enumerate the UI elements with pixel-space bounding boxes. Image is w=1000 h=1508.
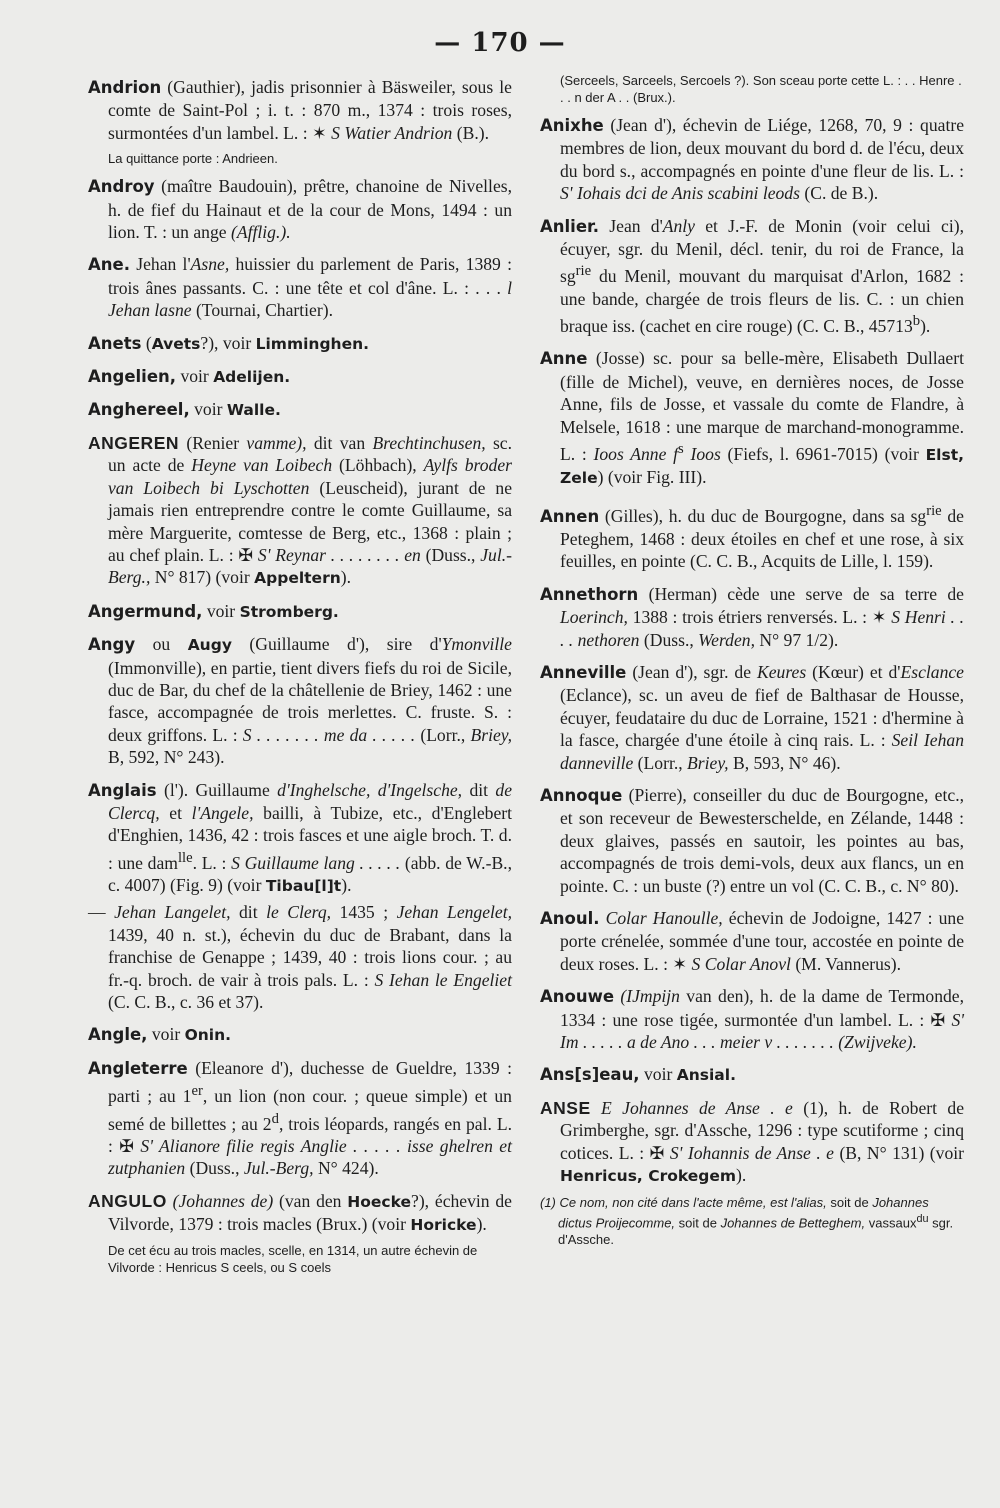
dictionary-entry: [540, 1063, 964, 1086]
cross-reference: Appeltern: [254, 569, 341, 588]
italic-text: Brechtinchusen,: [372, 432, 486, 453]
italic-text: (Afflig.).: [230, 222, 291, 243]
dictionary-entry: [540, 1097, 964, 1188]
entry-text: du Menil, mouvant du marquisat d'Arlon, 1682 : une bande, chargée de trois fleurs de lis. C. : un chien braque iss. (cachet en cire rouge) (C. C. B., 45713: [560, 266, 964, 336]
italic-text: Johannes dictus Proijecomme,: [558, 1194, 929, 1230]
entry-text: (C. de B.).: [799, 183, 879, 204]
italic-text: Asne,: [190, 254, 230, 275]
entry-text: (Löhbach),: [332, 455, 424, 476]
footnote: [540, 1194, 964, 1248]
entry-text: 1439, 40 n. st.), échevin du duc de Brabant, dans la franchise de Genappe ; 1439, 40 : trois lions cour. ; au fr.-q. broch. de vair à trois pals. L. :: [108, 924, 512, 990]
italic-text: Anly: [662, 215, 695, 236]
entry-text: van den), h. de la dame de Termonde, 1334 : une rose tigée, surmontée d'un lambel. L. : ✠: [560, 986, 964, 1030]
italic-text: Aylfs broder van Loibech bi Lyschotten: [108, 455, 513, 498]
entry-text: et J.-F. de Monin (voir celui ci), écuyer, sgr. du Menil, décl. tenir, du roi de France, la sg: [560, 215, 964, 287]
dictionary-entry: [540, 583, 964, 651]
entry-text: (abb. de W.-B., c. 4007) (Fig. 9) (voir: [108, 852, 512, 896]
superscript: s: [678, 441, 684, 457]
italic-text: Esclance: [900, 661, 964, 682]
superscript: rie: [926, 502, 942, 519]
italic-text: Briey,: [687, 752, 729, 773]
dictionary-entry: [88, 253, 512, 321]
entry-headword: Anouwe: [540, 987, 615, 1007]
italic-text: S Henri . . . . nethoren: [560, 607, 964, 650]
entry-text: (1), h. de Robert de Grimberghe, sgr. d'Assche, 1296 : type scutiforme ; cinq cotices. L. : ✠: [560, 1097, 964, 1163]
superscript: lle: [177, 849, 193, 866]
entry-text: (Lorr.,: [415, 724, 471, 745]
dictionary-entry: [88, 432, 512, 590]
dictionary-entry: [540, 215, 964, 338]
entry-headword: Anglais: [88, 780, 157, 800]
entry-text: N° 97 1/2).: [755, 629, 839, 650]
italic-text: Colar Hanoulle,: [605, 908, 723, 929]
cross-reference: Avets: [151, 334, 201, 353]
entry-text: huissier du parlement de Paris, 1389 : trois ânes passants. C. : une tête et col d'âne. L. : . . .: [108, 254, 512, 298]
entry-text: voir: [202, 600, 240, 621]
entry-text: (Josse) sc. pour sa belle-mère, Elisabeth Dullaert (fille de Michel), veuve, en dernières noces, de Josse Anne, fils de Josse, et vassale du comte de Flandre, à Melsele, 1618 : une marque de marchand-monogramme. L. :: [560, 348, 964, 464]
entry-text: (Lorr.,: [633, 752, 688, 773]
cross-reference: Henricus, Crokegem: [560, 1167, 737, 1186]
italic-text: Jul.-Berg.,: [108, 544, 512, 588]
cross-reference: Onin.: [184, 1026, 232, 1045]
entry-text: (C. C. B., c. 36 et 37).: [108, 992, 264, 1013]
cross-reference: Ansial.: [676, 1066, 736, 1085]
entry-text: ).: [340, 567, 352, 588]
note-text: vassaux: [865, 1214, 917, 1230]
italic-text: E: [601, 1097, 612, 1118]
entry-text: dit van: [306, 432, 373, 453]
italic-text: S Guillaume lang . . . . .: [231, 852, 401, 873]
dictionary-entry: [88, 600, 512, 623]
entry-text: B, 593, N° 46).: [728, 752, 841, 773]
entry-text: (Jean d'), échevin de Liége, 1268, 70, 9 : quatre membres de lion, deux mouvant du bord d. de l'écu, deux du bord s., accompagnés en pointe d'une fleur de lis. L. :: [560, 115, 964, 181]
footnote: [560, 72, 964, 106]
italic-text: de Clercq,: [108, 779, 513, 823]
entry-text: (Kœur) et d': [806, 661, 901, 682]
entry-text: (Tournai, Chartier).: [191, 300, 333, 321]
entry-text: (Gilles), h. du duc de Bourgogne, dans sa sg: [599, 505, 927, 526]
page-number: — 170 —: [434, 28, 566, 58]
italic-text: d'Inghelsche, d'Ingelsche,: [277, 779, 463, 800]
entry-text: B, 592, N° 243).: [108, 747, 225, 768]
italic-text: S . . . . . . . me da . . . . .: [242, 724, 416, 745]
entry-text: (B, N° 131) (voir: [833, 1142, 964, 1163]
entry-text: voir: [189, 399, 227, 420]
dictionary-entry: [88, 1057, 512, 1180]
note-text: soit de: [675, 1214, 721, 1230]
entry-headword: Angle,: [88, 1025, 148, 1045]
entry-text: sc. un acte de: [108, 432, 513, 476]
entry-text: —: [88, 902, 115, 923]
entry-headword: Anghereel,: [88, 400, 190, 420]
dictionary-entry: [88, 175, 512, 243]
entry-headword: Anixhe: [540, 116, 604, 135]
cross-reference: Augy: [187, 636, 232, 655]
italic-text: S' Iohannis de Anse . e: [669, 1142, 834, 1163]
entry-text: de Peteghem, 1468 : deux étoiles en chef et une rose, à six feuilles, en pointe (C. C. B., Acquits de Lille, l. 159).: [560, 505, 964, 572]
cross-reference: Limminghen.: [255, 334, 370, 353]
italic-text: Heyne van Loibech: [191, 455, 333, 476]
entry-headword: Angleterre: [88, 1058, 188, 1078]
note-text: soit de: [826, 1194, 873, 1210]
italic-text: Briey,: [470, 724, 512, 745]
entry-headword: Androy: [88, 177, 155, 197]
entry-text: ?), échevin de Vilvorde, 1379 : trois macles (Brux.) (voir: [108, 1190, 512, 1235]
italic-text: Keures: [756, 661, 807, 682]
italic-text: Jul.-Berg,: [243, 1158, 314, 1179]
italic-text: (IJmpijn: [620, 986, 680, 1007]
note-text: (Serceels, Sarceels, Sercoels ?). Son sceau porte cette L. : . . Henre . . . n der A . . (Brux.).: [560, 73, 962, 105]
italic-text: Loerinch,: [560, 607, 628, 628]
entry-text: voir: [147, 1024, 185, 1045]
dictionary-entry: [88, 398, 512, 421]
italic-text: Ymonville: [441, 634, 512, 655]
superscript: d: [271, 1110, 279, 1127]
cross-reference: Adelijen.: [213, 368, 291, 387]
entry-text: ).: [736, 1165, 747, 1186]
entry-text: (Gauthier), jadis prisonnier à Bäsweiler, sous le comte de Saint-Pol ; i. t. : 870 m., 1374 : trois roses, surmontées d'un lambel. L. : ✶: [108, 77, 512, 143]
superscript: b: [912, 313, 921, 330]
entry-text: 1388 : trois étriers renversés. L. : ✶: [627, 607, 892, 628]
italic-text: Johannes de Betteghem,: [720, 1214, 866, 1230]
dictionary-entry: [540, 500, 964, 573]
entry-headword: ANSE: [540, 1097, 591, 1118]
entry-text: (Fiefs, l. 6961-7015) (voir: [720, 443, 926, 464]
dictionary-entry: [540, 985, 964, 1053]
entry-text: (Eclance), sc. un aveu de fief de Balthasar de Housse, écuyer, feudataire du duc de Lorraine, 1521 : d'hermine à la fasce, chargée d'une étoile à cinq rais. L. :: [560, 685, 964, 751]
entry-text: (Jean d'), sgr. de: [626, 661, 757, 682]
entry-text: bailli, à Tubize, etc., d'Englebert d'Enghien, 1436, 42 : trois fasces et une aigle broch. T. d. : une dam: [108, 802, 513, 873]
italic-text: Jehan Lengelet,: [396, 902, 513, 923]
entry-headword: Anets: [88, 333, 142, 353]
note-text: La quittance porte : Andrieen.: [108, 151, 278, 167]
entry-text: (Duss.,: [185, 1158, 244, 1179]
entry-text: Jean d': [599, 215, 663, 236]
superscript: er: [191, 1083, 203, 1100]
entry-headword: Andrion: [88, 78, 162, 97]
entry-text: N° 817) (voir: [150, 567, 255, 588]
italic-text: alias,: [796, 1194, 827, 1210]
cross-reference: Tibau[l]t: [265, 877, 342, 896]
entry-text: (maître Baudouin), prêtre, chanoine de Nivelles, h. de fief du Hainaut et de la cour de Mons, 1494 : un lion. T. : un ange: [108, 176, 512, 243]
entry-text: ) (voir Fig. III).: [597, 467, 707, 488]
entry-headword: Angy: [88, 635, 136, 655]
entry-text: . L. :: [192, 852, 232, 873]
entry-text: [591, 1098, 601, 1118]
dictionary-entry: [88, 633, 512, 768]
dictionary-entry: [88, 76, 512, 144]
entry-text: (Leuscheid), jurant de ne jamais rien entreprendre contre le comte Guillaume, sa mère Marguerite, comtesse de Berg, etc., 1368 : plain ; au chef plain. L. : ✠: [108, 477, 513, 565]
entry-text: N° 424).: [313, 1158, 379, 1179]
italic-text: Ioos Anne f: [593, 443, 679, 464]
italic-text: S' Reynar . . . . . . . . en: [257, 544, 421, 565]
left-column: [88, 76, 512, 1284]
entry-text: (Herman) cède une serve de sa terre de: [638, 583, 964, 604]
italic-text: S' Im . . . . . a de Ano . . . meier v . . . . . . . (Zwijveke).: [560, 1009, 964, 1053]
entry-headword: Anneville: [540, 662, 627, 682]
dictionary-entry: [88, 901, 512, 1013]
cross-reference: Walle.: [226, 401, 281, 420]
italic-text: Seil Iehan danneville: [560, 730, 964, 773]
italic-text: le Clerq,: [266, 902, 332, 923]
dictionary-entry: [540, 347, 964, 489]
right-column: [540, 73, 965, 1256]
entry-headword: Angermund,: [88, 601, 203, 621]
dictionary-entry: [540, 907, 964, 975]
entry-headword: Ans[s]eau,: [540, 1065, 640, 1085]
dictionary-entry: [540, 661, 964, 774]
note-text: De cet écu au trois macles, scelle, en 1314, un autre échevin de Vilvorde : Henricus S ceels, ou S coels: [108, 1243, 478, 1276]
italic-text: S Watier Andrion: [331, 122, 453, 143]
italic-text: Jehan Langelet,: [114, 902, 231, 923]
footnote: [108, 1242, 512, 1276]
entry-headword: Anlier.: [540, 216, 600, 236]
italic-text: l'Angele,: [191, 802, 254, 823]
entry-text: (Pierre), conseiller du duc de Bourgogne, etc., et son receveur de Bewesterschelde, en Zélande, 1448 : deux glaives, passés en sautoir, les pointes au bas, accompagnés de trois demi-vols, deux aux flancs, un en pointe. C. : un buste (?) entre un vol (C. C. B., c. N° 80).: [560, 785, 964, 896]
cross-reference: Elst, Zele: [560, 445, 964, 488]
entry-text: (l'). Guillaume: [156, 779, 278, 800]
italic-text: S' Iohais dci de Anis scabini leods: [560, 183, 800, 204]
entry-text: ?), voir: [200, 332, 256, 353]
entry-text: (Duss.,: [420, 544, 481, 565]
entry-text: 1435 ;: [331, 902, 397, 923]
entry-headword: Annethorn: [540, 584, 639, 604]
italic-text: Werden,: [698, 629, 755, 650]
entry-text: dit: [462, 779, 496, 800]
entry-text: ou: [135, 634, 188, 655]
entry-headword: Anoul.: [540, 909, 600, 929]
cross-reference: Horicke: [410, 1216, 477, 1235]
superscript: rie: [575, 263, 592, 280]
entry-text: ).: [476, 1214, 487, 1235]
cross-reference: Hoecke: [347, 1192, 412, 1211]
entry-text: (Immonville), en partie, tient divers fiefs du roi de Sicile, duc de Bar, du chef de la châtellenie de Briey, 1462 : une fasce, accompagnée de trois merlettes. C. fruste. S. : deux griffons. L. :: [108, 657, 512, 745]
entry-headword: Annen: [540, 506, 600, 526]
italic-text: Ioos: [683, 443, 721, 464]
entry-text: (Eleanore d'), duchesse de Gueldre, 1339 : parti ; au 1: [108, 1057, 512, 1107]
entry-text: voir: [176, 366, 214, 387]
dictionary-entry: [540, 784, 964, 897]
entry-headword: Ane.: [88, 255, 130, 275]
entry-headword: Anne: [540, 349, 588, 369]
entry-text: (Renier: [179, 432, 247, 453]
italic-text: l Jehan lasne: [108, 277, 512, 321]
dictionary-entry: [88, 332, 512, 355]
entry-text: (Duss.,: [639, 629, 699, 650]
entry-text: (van den: [273, 1190, 348, 1211]
dictionary-entry: [88, 365, 512, 388]
entry-text: et: [159, 802, 192, 823]
entry-text: , un lion (non cour. ; queue simple) et un semé de billettes ; au 2: [108, 1086, 512, 1134]
entry-headword: ANGULO: [88, 1190, 167, 1211]
entry-text: (Guillaume d'), sire d': [231, 634, 442, 655]
italic-text: Johannes de Anse . e: [611, 1097, 793, 1118]
dictionary-entry: [88, 1190, 512, 1237]
dictionary-entry: [540, 114, 964, 205]
entry-text: ).: [341, 875, 352, 896]
entry-text: (B.).: [452, 122, 490, 143]
entry-headword: ANGEREN: [88, 432, 180, 453]
dictionary-entry: [88, 779, 512, 898]
entry-text: (M. Vannerus).: [790, 953, 902, 974]
cross-reference: Stromberg.: [239, 602, 339, 621]
entry-text: Jehan l': [129, 254, 191, 275]
entry-text: échevin de Jodoigne, 1427 : une porte crénelée, sommée d'une tour, accostée en pointe de deux roses. L. : ✶: [560, 908, 965, 974]
dictionary-entry: [88, 1023, 512, 1046]
entry-text: (: [141, 332, 152, 353]
italic-text: (Johannes de): [172, 1190, 274, 1211]
superscript: du: [916, 1212, 929, 1225]
italic-text: S Colar Anovl: [691, 953, 791, 974]
note-text: sgr. d'Assche.: [558, 1214, 954, 1247]
entry-headword: Angelien,: [88, 367, 177, 387]
entry-text: , trois léopards, rangés en pal. L. : ✠: [108, 1113, 512, 1156]
footnote: [108, 150, 512, 167]
entry-headword: Annoque: [540, 786, 623, 805]
italic-text: vamme),: [246, 432, 307, 453]
italic-text: S Iehan le Engeliet: [374, 969, 512, 990]
entry-text: dit: [230, 902, 267, 923]
italic-text: (1) Ce nom, non cité dans l'acte même, est l': [540, 1194, 797, 1210]
entry-text: ).: [920, 315, 931, 336]
entry-text: voir: [639, 1064, 677, 1085]
italic-text: S' Alianore filie regis Anglie . . . . . isse ghelren et zutphanien: [108, 1135, 512, 1179]
